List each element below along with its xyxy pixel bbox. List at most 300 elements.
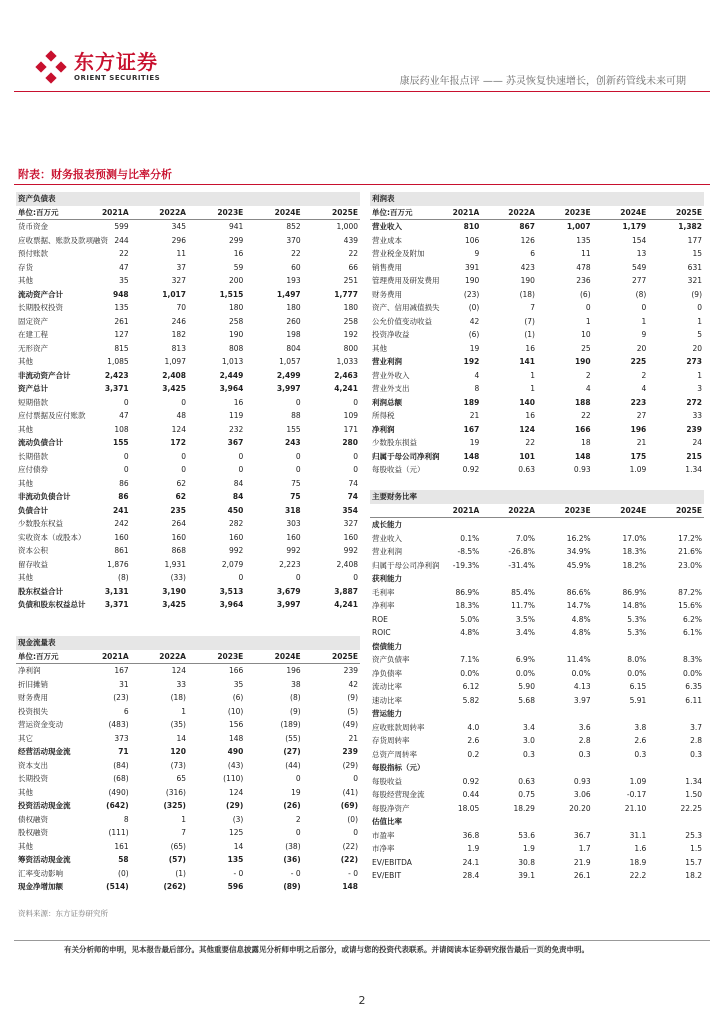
row-value: 27 bbox=[636, 411, 647, 421]
ratio-label: EV/EBIT bbox=[372, 871, 402, 881]
row-value: (18) bbox=[519, 289, 535, 299]
ratio-value: 11.7% bbox=[511, 601, 535, 611]
row-value: 243 bbox=[284, 438, 301, 448]
ratio-label: 每股经营现金流 bbox=[372, 790, 425, 800]
row-value: 74 bbox=[347, 492, 358, 502]
row-value: 4 bbox=[585, 384, 591, 394]
row-value: (44) bbox=[285, 760, 301, 770]
report-title: 康辰药业年报点评 —— 苏灵恢复快速增长，创新药管线未来可期 bbox=[399, 76, 686, 87]
table-row bbox=[16, 840, 360, 854]
year-header: 2025E bbox=[303, 650, 360, 664]
row-value: (68) bbox=[113, 774, 129, 784]
ratio-value: 8.3% bbox=[682, 655, 702, 665]
row-value: (0) bbox=[468, 303, 480, 313]
table-row bbox=[16, 517, 360, 531]
ratio-value: 23.0% bbox=[678, 560, 702, 570]
row-value: 84 bbox=[233, 478, 244, 488]
table-row bbox=[370, 288, 704, 302]
row-label: 负债和股东权益总计 bbox=[18, 600, 86, 610]
ratio-value: 18.29 bbox=[513, 803, 535, 813]
row-value: 1,382 bbox=[678, 222, 702, 232]
year-header: 2021A bbox=[426, 504, 482, 518]
row-label: 公允价值变动收益 bbox=[372, 316, 432, 326]
ratio-label: 市净率 bbox=[372, 844, 395, 854]
ratio-value: 31.1 bbox=[629, 830, 647, 840]
ratio-label: 应收账款周转率 bbox=[372, 722, 425, 732]
income-and-ratio-table bbox=[370, 192, 704, 883]
ratio-value: 14.8% bbox=[622, 601, 647, 611]
row-value: 1.34 bbox=[685, 465, 702, 475]
row-value: (9) bbox=[347, 693, 358, 703]
row-value: 156 bbox=[228, 720, 244, 730]
ratio-value: 86.6% bbox=[566, 587, 591, 597]
year-header: 2021A bbox=[73, 650, 130, 664]
row-value: 108 bbox=[114, 424, 129, 434]
row-value: 33 bbox=[692, 411, 702, 421]
row-value: 193 bbox=[286, 276, 301, 286]
row-value: (9) bbox=[290, 706, 301, 716]
ratio-value: 4.0 bbox=[467, 722, 480, 732]
row-value: 236 bbox=[576, 276, 591, 286]
unit-label: 单位:百万元 bbox=[370, 206, 426, 220]
balance-sheet-table bbox=[16, 192, 360, 612]
ratio-value: 6.15 bbox=[629, 682, 647, 692]
row-value: 239 bbox=[342, 747, 358, 757]
row-value: 0.63 bbox=[518, 465, 535, 475]
table-title: 现金流量表 bbox=[16, 636, 360, 650]
row-value: - 0 bbox=[290, 868, 301, 878]
row-value: 450 bbox=[227, 505, 244, 515]
table-row bbox=[16, 531, 360, 545]
ratio-value: 86.9% bbox=[455, 587, 480, 597]
row-value: 0 bbox=[295, 397, 301, 407]
row-label: 每股收益（元） bbox=[372, 465, 425, 475]
row-value: (22) bbox=[342, 841, 358, 851]
row-label: 少数股东损益 bbox=[372, 438, 417, 448]
ratio-value: 0.0% bbox=[515, 668, 535, 678]
row-value: 22 bbox=[119, 249, 129, 259]
row-value: 86 bbox=[119, 478, 129, 488]
year-header: 2022A bbox=[131, 206, 188, 220]
ratio-value: 22.2 bbox=[629, 871, 647, 881]
row-value: 1 bbox=[181, 706, 186, 716]
ratio-value: 8.0% bbox=[627, 655, 647, 665]
row-value: 2,499 bbox=[276, 370, 301, 380]
row-label: 归属于母公司净利润 bbox=[372, 451, 440, 461]
row-value: 299 bbox=[228, 235, 244, 245]
row-value: 22 bbox=[581, 411, 591, 421]
row-value: 18 bbox=[581, 438, 591, 448]
company-logo bbox=[34, 50, 160, 84]
table-row bbox=[370, 328, 704, 342]
ratio-row bbox=[370, 734, 704, 748]
row-value: 148 bbox=[574, 451, 591, 461]
ratio-label: 净负债率 bbox=[372, 668, 402, 678]
page-number: 2 bbox=[358, 994, 366, 1007]
ratio-value: 17.2% bbox=[678, 533, 702, 543]
row-value: 167 bbox=[114, 666, 129, 676]
row-value: 296 bbox=[171, 235, 186, 245]
ratio-value: 18.2 bbox=[685, 871, 702, 881]
row-label: 负债合计 bbox=[18, 505, 48, 515]
row-value: 0 bbox=[295, 573, 301, 583]
ratio-value: 6.12 bbox=[462, 682, 480, 692]
row-value: 70 bbox=[176, 303, 186, 313]
table-row bbox=[16, 853, 360, 867]
row-value: 33 bbox=[176, 679, 186, 689]
row-label: 现金净增加额 bbox=[18, 882, 63, 892]
ratio-value: 0.0% bbox=[682, 668, 702, 678]
row-value: 2,223 bbox=[279, 559, 301, 569]
row-value: 1 bbox=[181, 814, 186, 824]
row-label: 无形资产 bbox=[18, 343, 48, 353]
row-value: (642) bbox=[106, 801, 129, 811]
ratio-value: 34.9% bbox=[566, 547, 591, 557]
row-value: 3,425 bbox=[162, 600, 186, 610]
ratio-value: 25.3 bbox=[685, 830, 702, 840]
row-value: 124 bbox=[171, 666, 186, 676]
ratio-value: 1.6 bbox=[634, 844, 647, 854]
ratio-group-row bbox=[370, 761, 704, 775]
row-value: (490) bbox=[108, 787, 129, 797]
row-value: 1,097 bbox=[164, 357, 186, 367]
row-value: 2 bbox=[295, 814, 301, 824]
row-value: 0 bbox=[295, 451, 301, 461]
row-value: 0 bbox=[181, 451, 186, 461]
row-value: 242 bbox=[114, 519, 129, 529]
row-value: (55) bbox=[285, 733, 301, 743]
year-header: 2024E bbox=[593, 504, 649, 518]
table-row bbox=[16, 396, 360, 410]
ratio-value: 26.1 bbox=[573, 871, 591, 881]
spacer-row bbox=[370, 477, 704, 491]
ratio-value: 6.9% bbox=[515, 655, 535, 665]
ratio-value: 85.4% bbox=[511, 587, 535, 597]
ratio-group-name: 每股指标（元） bbox=[372, 763, 425, 773]
row-value: 126 bbox=[520, 235, 535, 245]
table-row bbox=[16, 355, 360, 369]
row-value: 37 bbox=[176, 262, 186, 272]
row-value: 941 bbox=[228, 222, 244, 232]
ratio-value: 45.9% bbox=[566, 560, 591, 570]
ratio-label: EV/EBITDA bbox=[372, 857, 412, 867]
row-value: 1,013 bbox=[221, 357, 244, 367]
row-value: 190 bbox=[520, 276, 535, 286]
ratio-value: 5.82 bbox=[462, 695, 480, 705]
ratio-label: 毛利率 bbox=[372, 587, 395, 597]
row-value: 175 bbox=[630, 451, 647, 461]
row-value: 3,679 bbox=[276, 586, 301, 596]
row-label: 其他 bbox=[18, 276, 33, 286]
row-value: 6 bbox=[530, 249, 535, 259]
row-value: 25 bbox=[581, 343, 591, 353]
row-label: 留存收益 bbox=[18, 559, 48, 569]
row-value: 0 bbox=[295, 828, 301, 838]
row-value: 4,241 bbox=[334, 384, 358, 394]
table-row bbox=[16, 234, 360, 248]
row-label: 资本公积 bbox=[18, 546, 48, 556]
row-value: 200 bbox=[228, 276, 244, 286]
row-value: 7 bbox=[530, 303, 535, 313]
row-value: 2,423 bbox=[104, 370, 129, 380]
row-value: (325) bbox=[163, 801, 186, 811]
row-value: 215 bbox=[686, 451, 702, 461]
row-value: (3) bbox=[232, 814, 244, 824]
row-value: (1) bbox=[524, 330, 535, 340]
row-value: 867 bbox=[519, 222, 535, 232]
row-value: 373 bbox=[114, 733, 129, 743]
table-title: 利润表 bbox=[370, 192, 704, 206]
row-value: 1 bbox=[641, 316, 647, 326]
row-value: (89) bbox=[283, 882, 301, 892]
row-value: 14 bbox=[233, 841, 244, 851]
ratio-value: 2.8 bbox=[690, 736, 702, 746]
row-value: 235 bbox=[170, 505, 186, 515]
ratio-value: 28.4 bbox=[462, 871, 480, 881]
row-label: 短期借款 bbox=[18, 397, 48, 407]
row-label: 销售费用 bbox=[372, 262, 402, 272]
row-value: 125 bbox=[228, 828, 244, 838]
ratio-value: -8.5% bbox=[457, 547, 480, 557]
row-value: 1 bbox=[530, 384, 535, 394]
row-value: 135 bbox=[114, 303, 129, 313]
row-value: 16 bbox=[525, 411, 535, 421]
unit-label: 单位:百万元 bbox=[16, 650, 73, 664]
ratio-value: 1.09 bbox=[629, 776, 647, 786]
table-row bbox=[370, 396, 704, 410]
row-value: 71 bbox=[118, 747, 129, 757]
table-row bbox=[16, 382, 360, 396]
row-value: 124 bbox=[519, 424, 535, 434]
row-value: 106 bbox=[464, 235, 480, 245]
ratio-value: 7.1% bbox=[460, 655, 480, 665]
ratio-value: 6.2% bbox=[682, 614, 702, 624]
ratio-value: 21.9 bbox=[573, 857, 591, 867]
row-value: 1.09 bbox=[629, 465, 647, 475]
row-value: 258 bbox=[228, 316, 244, 326]
data-source: 资料来源：东方证券研究所 bbox=[18, 909, 108, 918]
ratio-value: 2.6 bbox=[467, 736, 480, 746]
table-title: 资产负债表 bbox=[16, 192, 360, 206]
row-value: 58 bbox=[118, 855, 129, 865]
row-label: 应收票据、账款及款项融资 bbox=[18, 235, 108, 245]
table-row bbox=[370, 369, 704, 383]
row-value: 599 bbox=[114, 222, 129, 232]
row-value: 3 bbox=[697, 384, 702, 394]
row-value: 160 bbox=[286, 532, 301, 542]
row-value: 852 bbox=[286, 222, 301, 232]
row-value: 1 bbox=[697, 316, 702, 326]
ratio-label: ROE bbox=[372, 614, 388, 624]
ratio-value: 0.3 bbox=[523, 749, 535, 759]
year-header: 2025E bbox=[648, 206, 704, 220]
ratio-value: 0.1% bbox=[460, 533, 480, 543]
table-row bbox=[16, 423, 360, 437]
row-value: 3,964 bbox=[219, 600, 244, 610]
section-title: 附表：财务报表预测与比率分析 bbox=[18, 168, 172, 181]
ratio-row bbox=[370, 613, 704, 627]
row-value: 808 bbox=[228, 343, 244, 353]
row-label: 其他 bbox=[18, 573, 33, 583]
row-value: 22 bbox=[525, 438, 535, 448]
row-value: 19 bbox=[469, 343, 480, 353]
row-value: 135 bbox=[576, 235, 591, 245]
row-label: 资产、信用减值损失 bbox=[372, 303, 440, 313]
row-value: (0) bbox=[118, 868, 129, 878]
row-value: 180 bbox=[228, 303, 244, 313]
row-value: 261 bbox=[114, 316, 129, 326]
ratio-value: 21.6% bbox=[678, 547, 702, 557]
row-value: 327 bbox=[343, 519, 358, 529]
row-value: 86 bbox=[118, 492, 129, 502]
row-value: (57) bbox=[168, 855, 186, 865]
ratio-value: 3.8 bbox=[634, 722, 647, 732]
row-value: 0.92 bbox=[462, 465, 480, 475]
ratio-value: 3.4 bbox=[523, 722, 535, 732]
header-divider bbox=[14, 91, 710, 92]
row-label: 实收资本（或股本） bbox=[18, 532, 86, 542]
ratio-value: 20.20 bbox=[569, 803, 591, 813]
ratio-label: 资产负债率 bbox=[372, 655, 410, 665]
ratio-value: -26.8% bbox=[508, 547, 535, 557]
row-label: 其他 bbox=[372, 343, 387, 353]
row-label: 其他 bbox=[18, 841, 33, 851]
row-value: 439 bbox=[343, 235, 358, 245]
row-value: (9) bbox=[691, 289, 702, 299]
table-header-row bbox=[16, 206, 360, 220]
brand-name-cn: 东方证券 bbox=[74, 50, 158, 74]
ratio-row bbox=[370, 667, 704, 681]
table-row bbox=[16, 544, 360, 558]
row-value: 196 bbox=[286, 666, 301, 676]
row-value: 1 bbox=[585, 316, 591, 326]
row-value: 3,997 bbox=[276, 600, 301, 610]
row-label: 利润总额 bbox=[372, 397, 402, 407]
ratio-row bbox=[370, 856, 704, 870]
row-value: 303 bbox=[286, 519, 301, 529]
row-label: 营业成本 bbox=[372, 235, 402, 245]
row-value: (65) bbox=[170, 841, 186, 851]
row-value: 992 bbox=[286, 546, 301, 556]
table-row bbox=[16, 678, 360, 692]
row-value: (6) bbox=[580, 289, 591, 299]
year-header: 2025E bbox=[648, 504, 704, 518]
row-value: 22 bbox=[291, 249, 301, 259]
row-value: 1,017 bbox=[162, 289, 186, 299]
unit-label: 单位:百万元 bbox=[16, 206, 73, 220]
row-value: 109 bbox=[343, 411, 358, 421]
row-label: 其它 bbox=[18, 733, 33, 743]
ratio-label: 每股收益 bbox=[372, 776, 402, 786]
row-value: 318 bbox=[284, 505, 301, 515]
row-value: 16 bbox=[525, 343, 535, 353]
row-value: 3,997 bbox=[276, 384, 301, 394]
row-value: (69) bbox=[340, 801, 358, 811]
ratio-row bbox=[370, 599, 704, 613]
ratio-value: 24.1 bbox=[462, 857, 480, 867]
row-label: 债权融资 bbox=[18, 814, 48, 824]
row-value: 141 bbox=[519, 357, 535, 367]
ratio-value: 0.44 bbox=[462, 790, 480, 800]
year-header: 2022A bbox=[481, 206, 537, 220]
row-value: 3,371 bbox=[104, 600, 129, 610]
row-label: 非流动资产合计 bbox=[18, 370, 71, 380]
row-value: (111) bbox=[108, 828, 129, 838]
row-label: 净利润 bbox=[18, 666, 41, 676]
row-value: 119 bbox=[228, 411, 244, 421]
row-value: (8) bbox=[290, 693, 301, 703]
row-label: 营业外支出 bbox=[372, 384, 410, 394]
table-row bbox=[16, 261, 360, 275]
ratio-value: 3.6 bbox=[578, 722, 591, 732]
ratio-value: 0.0% bbox=[571, 668, 591, 678]
row-value: 0 bbox=[238, 573, 244, 583]
ratio-row bbox=[370, 532, 704, 546]
table-row bbox=[370, 274, 704, 288]
row-value: 6 bbox=[123, 706, 129, 716]
row-label: 筹资活动现金流 bbox=[18, 855, 71, 865]
row-value: 14 bbox=[176, 733, 186, 743]
row-label: 管理费用及研发费用 bbox=[372, 276, 440, 286]
row-value: 148 bbox=[228, 733, 244, 743]
row-value: (7) bbox=[524, 316, 535, 326]
ratio-row bbox=[370, 653, 704, 667]
row-label: 所得税 bbox=[372, 411, 395, 421]
table-title-row bbox=[370, 192, 704, 206]
ratio-value: 1.7 bbox=[578, 844, 591, 854]
ratio-group-row bbox=[370, 640, 704, 654]
ratio-label: 营业利润 bbox=[372, 547, 402, 557]
ratio-row bbox=[370, 802, 704, 816]
row-value: 66 bbox=[348, 262, 358, 272]
ratio-value: 3.4% bbox=[515, 628, 535, 638]
row-label: 其他 bbox=[18, 424, 33, 434]
row-value: 155 bbox=[113, 438, 129, 448]
brand-name-en: ORIENT SECURITIES bbox=[74, 74, 161, 82]
row-value: 11 bbox=[581, 249, 591, 259]
row-value: (23) bbox=[463, 289, 480, 299]
row-value: 8 bbox=[474, 384, 480, 394]
row-value: 3,190 bbox=[162, 586, 186, 596]
ratio-value: 14.7% bbox=[566, 601, 591, 611]
table-row bbox=[16, 288, 360, 302]
row-value: 0 bbox=[238, 451, 244, 461]
row-value: 192 bbox=[463, 357, 480, 367]
year-header: 2022A bbox=[131, 650, 188, 664]
row-value: 35 bbox=[233, 679, 244, 689]
row-value: 35 bbox=[119, 276, 129, 286]
row-label: 长期借款 bbox=[18, 451, 48, 461]
table-title-row bbox=[16, 192, 360, 206]
row-value: 246 bbox=[171, 316, 186, 326]
ratio-value: 4.8% bbox=[571, 628, 591, 638]
row-value: 0 bbox=[238, 465, 244, 475]
row-value: 1,777 bbox=[334, 289, 358, 299]
row-value: 11 bbox=[176, 249, 186, 259]
ratio-group-name: 估值比率 bbox=[372, 817, 402, 827]
ratio-value: 30.8 bbox=[518, 857, 535, 867]
row-value: 239 bbox=[343, 666, 358, 676]
footer-divider bbox=[14, 940, 710, 941]
table-row bbox=[16, 220, 360, 234]
row-value: 2 bbox=[641, 370, 647, 380]
row-value: 21 bbox=[636, 438, 647, 448]
ratio-value: 22.25 bbox=[680, 803, 702, 813]
row-value: (84) bbox=[113, 760, 129, 770]
year-header: 2023E bbox=[188, 206, 245, 220]
row-value: 177 bbox=[687, 235, 702, 245]
table-row bbox=[16, 880, 360, 894]
